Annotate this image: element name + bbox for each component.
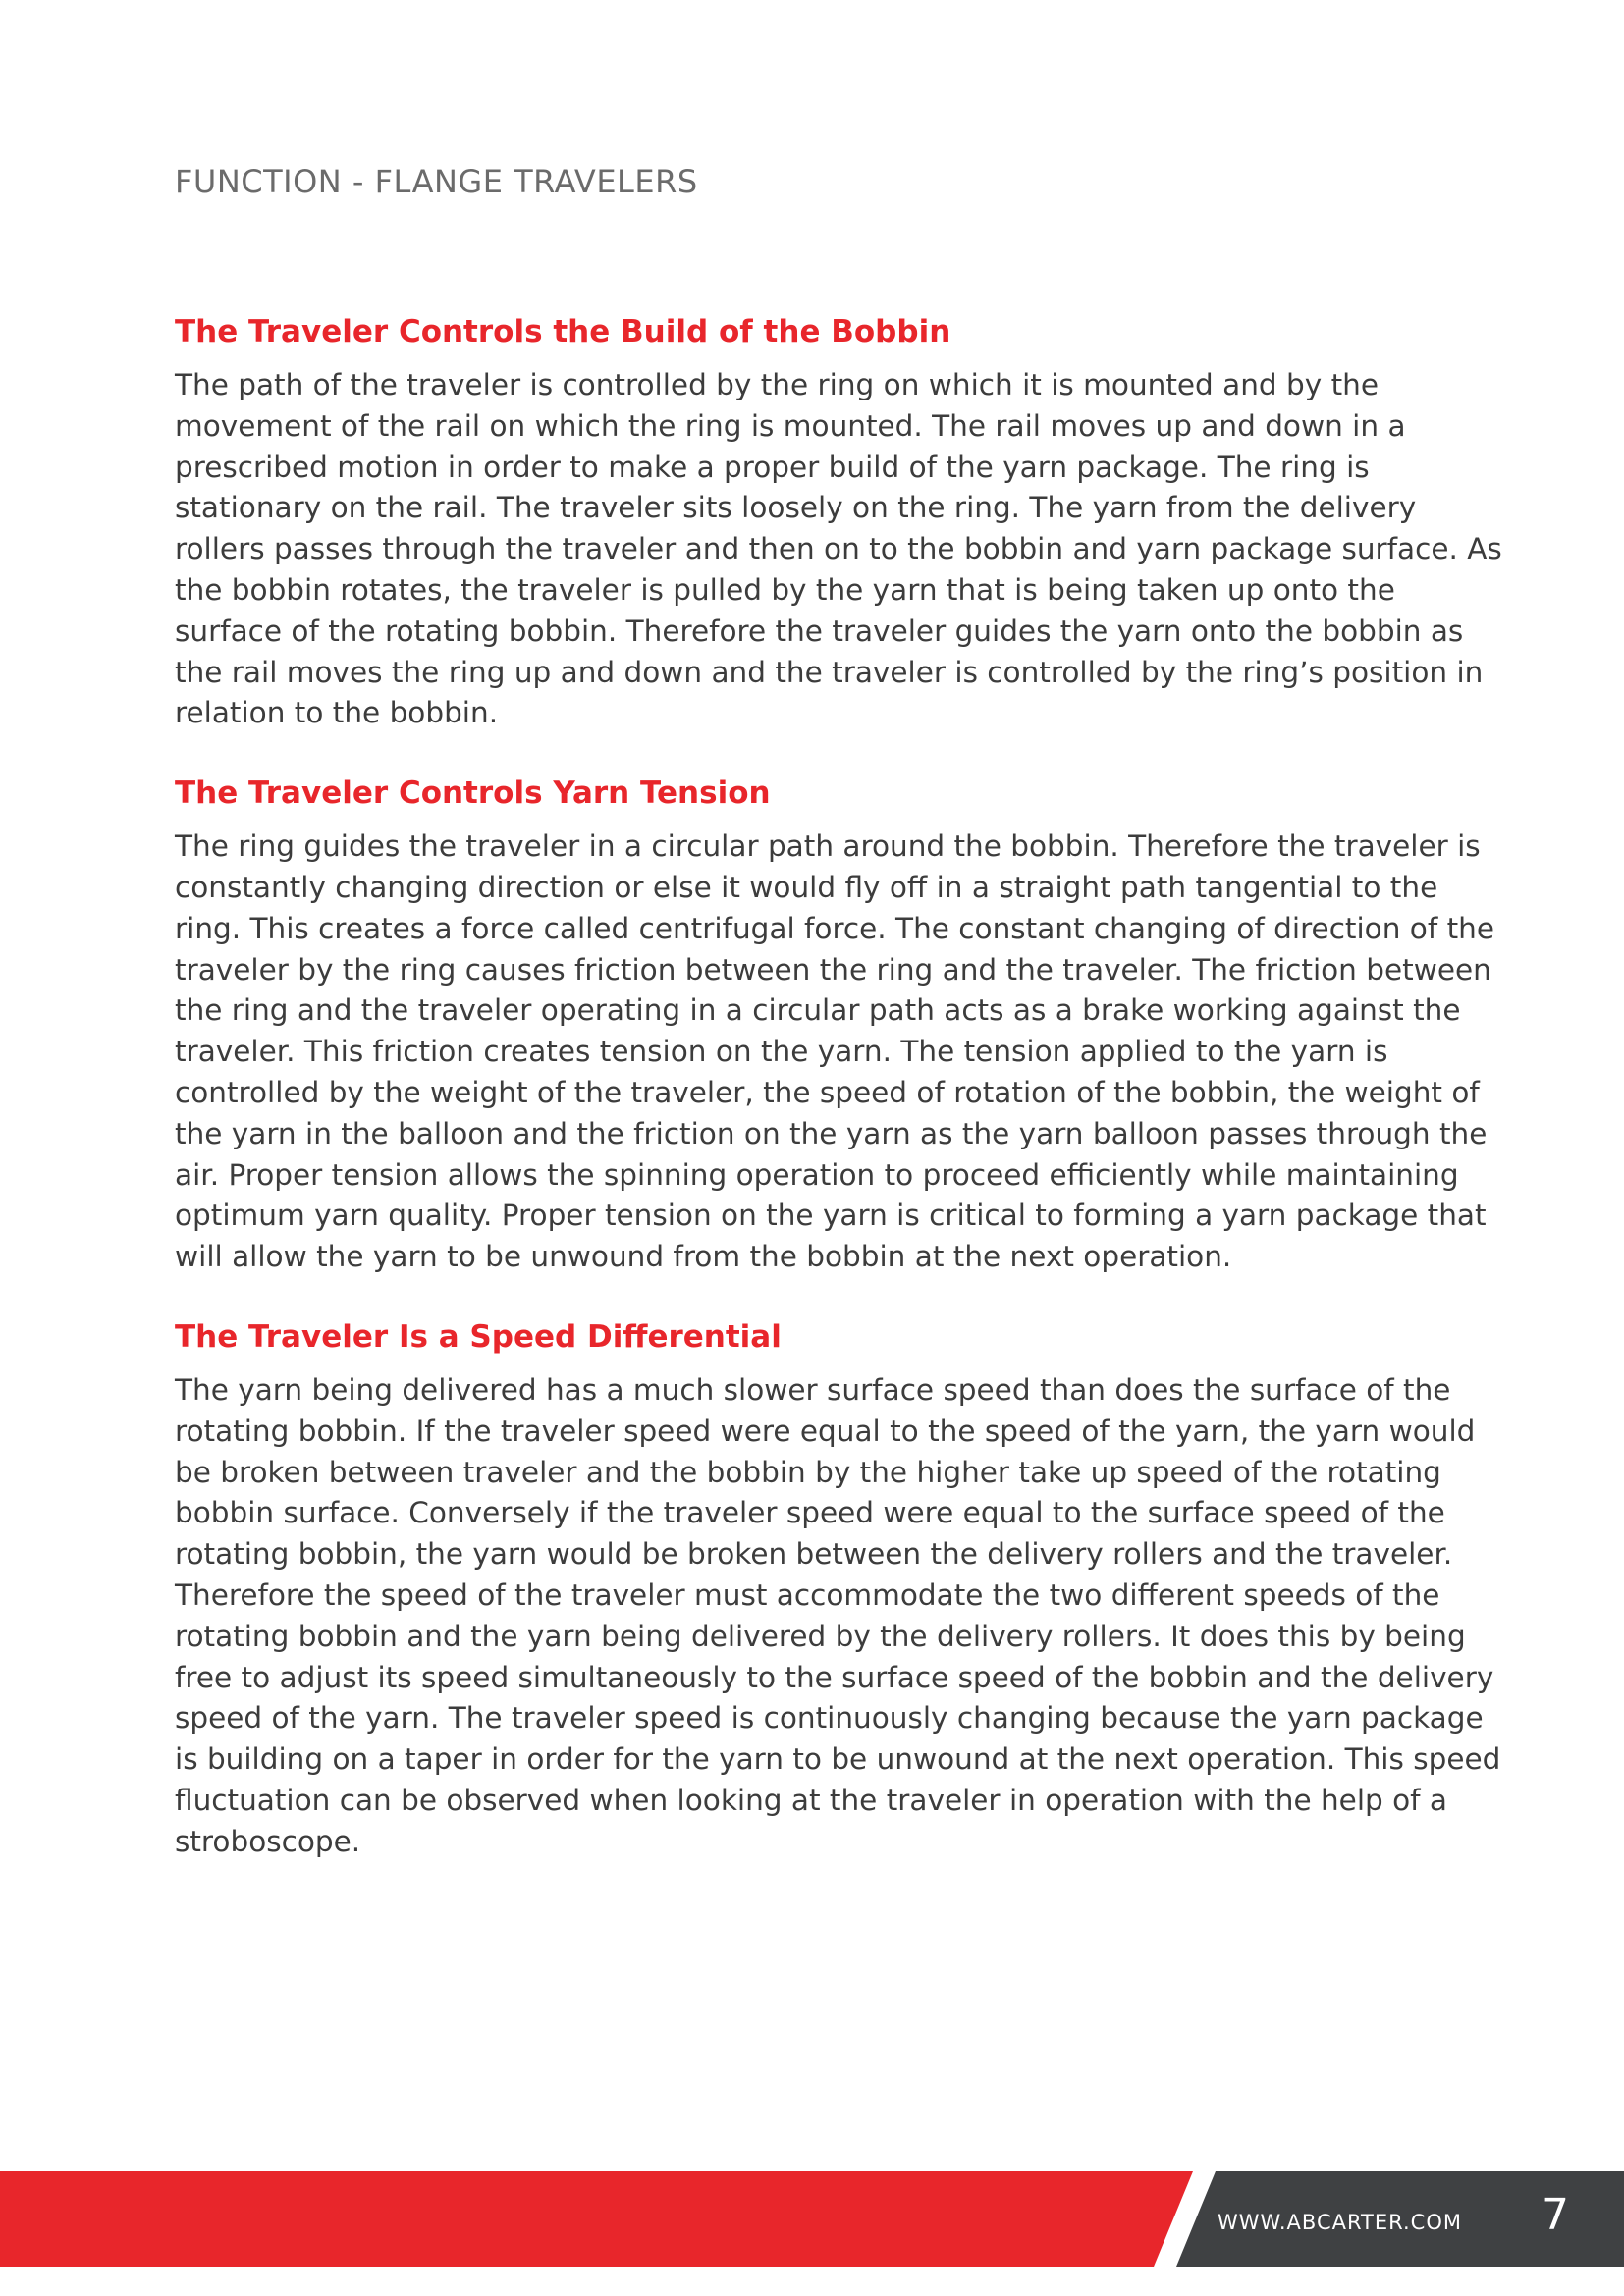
footer-red-bar [0, 2171, 1193, 2267]
page-header-title: FUNCTION - FLANGE TRAVELERS [175, 163, 698, 200]
section-speed-differential [175, 1315, 1510, 1863]
section-yarn-tension [175, 772, 1510, 1278]
footer-website-link[interactable]: WWW.ABCARTER.COM [1218, 2211, 1462, 2234]
section-heading: The Traveler Is a Speed Differential [175, 1318, 782, 1355]
section-paragraph: The yarn being delivered has a much slower surface speed than does the surface of the rotating bobbin. If the traveler speed were equal to the speed of the yarn, the yarn would be broken between traveler and the bobbin by the higher take up speed of the rotating bobbin surface. Conversely if the traveler speed were equal to the surface speed of the rotating bobbin, the yarn would be broken between the delivery rollers and the traveler. Therefore the speed of the traveler must accommodate the two different speeds of the rotating bobbin and the yarn being delivered by the delivery rollers. It does this by being free to adjust its speed simultaneously to the surface speed of the bobbin and the delivery speed of the yarn. The traveler speed is continuously changing because the yarn package is building on a taper in order for the yarn to be unwound at the next operation. This speed fluctuation can be observed when looking at the traveler in operation with the help of a stroboscope. [175, 1372, 1501, 1858]
page-number: 7 [1542, 2190, 1569, 2240]
section-heading: The Traveler Controls the Build of the Bobbin [175, 314, 951, 349]
document-body [175, 310, 1510, 1900]
section-paragraph: The path of the traveler is controlled by the ring on which it is mounted and by the movement of the rail on which the ring is mounted. The rail moves up and down in a prescribed motion in order to make a proper build of the yarn package. The ring is stationary on the rail. The traveler sits loosely on the ring. The yarn from the delivery rollers passes through the traveler and then on to the bobbin and yarn package surface. As the bobbin rotates, the traveler is pulled by the yarn that is being taken up onto the surface of the rotating bobbin. Therefore the traveler guides the yarn onto the bobbin as the rail moves the ring up and down and the traveler is controlled by the ring’s position in relation to the bobbin. [175, 368, 1502, 730]
section-heading: The Traveler Controls Yarn Tension [175, 775, 771, 812]
section-paragraph: The ring guides the traveler in a circular path around the bobbin. Therefore the traveler is constantly changing direction or else it would fly off in a straight path tangential to the ring. This creates a force called centrifugal force. The constant changing of direction of the traveler by the ring causes friction between the ring and the traveler. The friction between the ring and the traveler operating in a circular path acts as a brake working against the traveler. This friction creates tension on the yarn. The tension applied to the yarn is controlled by the weight of the traveler, the speed of rotation of the bobbin, the weight of the yarn in the balloon and the friction on the yarn as the yarn balloon passes through the air. Proper tension allows the spinning operation to proceed efficiently while maintaining optimum yarn quality. Proper tension on the yarn is critical to forming a yarn package that will allow the yarn to be unwound from the bobbin at the next operation. [175, 829, 1495, 1274]
section-build-of-bobbin [175, 310, 1510, 734]
